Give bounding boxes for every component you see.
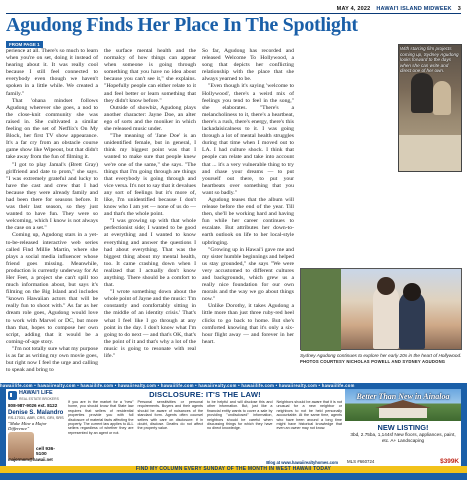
article-column-2: [104, 48, 196, 360]
agent-credentials: RS-17031, ABR, CRS, GRI, SRS: [8, 415, 64, 420]
agent-cell: cell 936-5100: [36, 447, 55, 457]
disclosure-col-3: to be helpful and will disclose this and other information. But, just like a financial entity wants to cover a sale by providing "undisclosed" information, neighbors should be careful when discussing things for which they have no direct knowledge.: [207, 400, 273, 431]
avatar: [8, 432, 34, 460]
photo-portrait: [300, 268, 462, 350]
paragraph: perience at all. There's so much to learn when you're on set, doing it instead of hearing about it. It was really cool because I still feel connected to everybody even though we haven't spoken in a little while. We created a family.": [6, 48, 98, 97]
disclosure-col-4: Neighbors should be aware that it is not unusual for a new neighbor or neighbors to not be held personally accountable. At the same time, agents who have been around a long time might have historical knowledge that even an owner may not know.: [276, 400, 342, 431]
paragraph: the surface mental health and the normalcy of how things can appear when someone is going through something that you have no idea about because you can't see it," she explains. "Hopefully people can either relate to it and feel better or learn something that they didn't know before.": [104, 48, 196, 104]
photo-2-caption: [300, 353, 462, 365]
article-column-3: [202, 48, 294, 346]
photo-1-caption: With starring film projects coming up, Sydney Agudong looks forward to the days when she can write and direct one of her own.: [400, 46, 459, 74]
paragraph: Agudong teases that the album will release before the end of the year. Till then, she'll be working hard and having fun while her career continues to escalate. But attributes her down-to-earth outlook on life to her local-style upbringing.: [202, 196, 294, 246]
house-icon: [8, 391, 17, 400]
listing-banner: Better Than New in Ainaloa: [356, 392, 450, 401]
house-wall: [379, 408, 427, 418]
paragraph: "The meaning of 'Jane Doe' is an unidentified female, but in general, I think my biggest point was that I wanted to make sure that people knew we're one of the same," she says. "The things that I'm going through are things that everybody is going through and vice versa. It's not to say that it devalues any sort of feelings but it's more of, like, I'm unidentified because I don't know who I am yet — none of us do — and that's the whole point.: [104, 133, 196, 218]
disclosure-ad: [68, 389, 342, 466]
paragraph: Coming up, Agudong stars in a yet-to-be-released interactive web series called Find Millie Martin, where she plays a social media influencer whose friend goes missing. Meanwhile, production is currently underway for At Her Feet, a project she can't spill too much information about, but says it's filming on the Big Island and includes "known Hawaiian actors that will be really fun to shoot with." As far as her dream role goes, Agudong would love to work with Marvel or DC, but more than that, hopes to compose her own script, adding that it would be a coming-of-age story.: [6, 232, 98, 345]
disclosure-col-2: Personal sensitivities or personal requirements. Buyers and their agents should be aware of nuisances of the standard form. Agents often counsel sellers with care on disclosure: if in doubt, disclose. Deaths do not affect the property value.: [137, 400, 203, 431]
paragraph: "Growing up in Hawai'i gave me and my sister humble beginnings and helped us stay grounded," she says "We were very accustomed to different cultures and backgrounds, which grew us a really nice foundation for our own morals and the way we go about things now.": [202, 246, 294, 303]
paragraph: So far, Agudong has recorded and released Welcome To Hollywood, a song that depicts her conflicting relationship with the place that she always yearned to be.: [202, 48, 294, 83]
masthead: [6, 4, 461, 13]
agent-card: [8, 391, 65, 464]
listing-specs: 3bd, 2.75ba, 1,144sf New floors, appliances, paint, etc. A+ Landscaping: [350, 432, 456, 443]
footer-bar: [0, 473, 467, 480]
brand-name: HAWAI'I LIFE: [19, 390, 53, 396]
masthead-section: HAWAI'I ISLAND MIDWEEK: [376, 5, 452, 12]
paragraph: That 'ohana mindset follows Agudong wherever she goes, a nod to the close-knit community she was raised in. She cultivated a similar feeling on the set of Netflix's On My Block, her first TV show appearance. It's a far cry from an obstacle course game show like Wipeout, but that didn't take away from the fun of filming it.: [6, 97, 98, 161]
listing-ad: [345, 389, 461, 466]
column-footer: FIND MY COLUMN EVERY SUNDAY OF THE MONTH IN WEST HAWAII TODAY: [0, 466, 467, 473]
disclosure-title: DISCLOSURE: IT'S THE LAW!: [149, 390, 261, 399]
photo-figure-head: [403, 283, 421, 301]
disclosure-text: If you are in the market for a "new" home, you should know that State law requires that sellers of residential properties provide you with full disclosure of material facts affecting the property. The current law applies to ALL sellers regardless of whether they are represented by an agent or not.: [68, 400, 134, 435]
blog-link[interactable]: Blog at www.hawaiirealtyhomes.com: [266, 460, 338, 465]
paragraph: Outside of showbiz, Agudong plays another character: Jayne Doe, an alter ego of sorts and the moniker in which she released music under.: [104, 104, 196, 133]
agent-phone: 808-987-9026 ext. 8122: [8, 402, 58, 408]
from-page-tag: FROM PAGE 1: [6, 41, 43, 48]
paragraph: "I got to play Jamal's (Brett Gray) girlfriend and date to prom," she says. "I was extremely grateful and lucky to have the cast and crew that I had because they were already family and had been there for seasons before. It was their last season, so they just wanted to have fun. They were so welcoming, which I know is not always the case on a set.": [6, 161, 98, 232]
paragraph: "I'm not totally sure what my purpose is as far as writing my own movie goes, but right now I feel the urge and calling to speak and bring to: [6, 345, 98, 374]
photo-figure: [433, 81, 451, 115]
photo-desk: [399, 135, 461, 171]
agent-name: Denise S. Malandro: [8, 409, 64, 416]
paragraph: Unlike Dorothy, it takes Agudong a little more than just three ruby-red heel clicks to go back to home. But she's comforted knowing that it's only a six-hour flight away — and forever in her heart.: [202, 303, 294, 345]
url-strip-top: hawaiilife.com • hawaiirealty.com • hawaiilife.com • hawaiirealty.com • hawaiilife.com • hawaiirealty.com • hawaiilife.com • hawaiirealty.com • hawaiilife.com: [0, 383, 467, 389]
listing-price: $399K: [440, 458, 459, 465]
paragraph: "I wrote something down about the whole point of Jayne and the music: 'I'm constantly and comfortably sitting in the middle of an identity crisis.' That's what I feel like I go through at any point in the day. I don't know what I'm going to do next — and that's OK, that's the point of it and that's why a lot of the music is going to resonate with real life.": [104, 289, 196, 360]
paragraph: "I was growing up with that whole perfectionist side; I wanted to be good at everything and I wanted to know everything and answer the questions I had about everything. That was the biggest thing about my mental health, too. It came crashing down when I realized that I actually don't know anything. There should be a comfort to that.: [104, 218, 196, 289]
masthead-page: 3: [457, 5, 461, 12]
article-headline: Agudong Finds Her Place In The Spotlight: [6, 14, 358, 36]
listing-mls: MLS #660724: [347, 459, 375, 464]
brand-logo: [8, 391, 65, 401]
article-column-1: [6, 48, 98, 374]
brand-sub: REAL ESTATE BROKERS: [19, 396, 59, 401]
photo-figure: [411, 73, 433, 113]
url-strip-right: [461, 389, 467, 466]
photo-2-caption-text: Sydney Agudong continues to explore her early 20s in the heart of Hollywood.: [300, 353, 462, 358]
photo-foliage: [301, 269, 341, 351]
agent-motto: "Make Mine a Major Difference": [8, 420, 47, 431]
photo-figure-head: [377, 277, 395, 295]
paragraph: "Even though it's saying 'welcome to Hollywood', there's a weird mix of feelings you tend to feel in the song," she elaborates. "There's a melancholiness to it, there's a heartbeat, there's a rush, there's energy, there's this lackadaisicalness to it. I was going through a lot of mental health struggles during that time when I moved out to LA. I had culture shock. I think that people can relate and take into account that ... it's a very vulnerable thing to try and chase your dreams — to put yourself out there, to put your heartbeats over something that you want so badly.": [202, 83, 294, 196]
disclosure-columns: [68, 400, 342, 435]
listing-badge: NEW LISTING!: [377, 423, 429, 432]
photo-credit: PHOTOS COURTESY NICHOLAS POWELL AND SYDNEY AGUDONG: [300, 358, 446, 364]
agent-email: majormom@hawaii.net: [8, 457, 53, 462]
masthead-date: MAY 4, 2022: [336, 5, 371, 12]
disclosure-col-1: [68, 400, 134, 435]
